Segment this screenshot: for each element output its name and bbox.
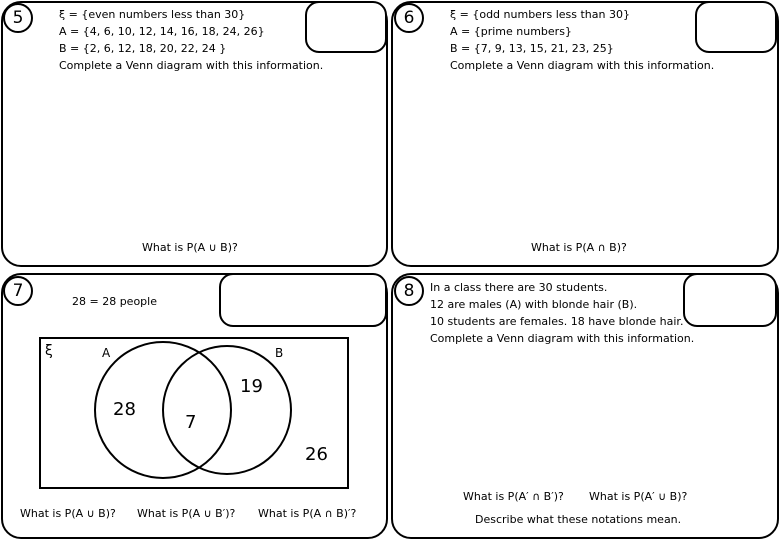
answer-box-6[interactable] xyxy=(695,1,777,53)
probability-question-2: What is P(A′ ∪ B)? xyxy=(589,490,688,503)
answer-box-7[interactable] xyxy=(219,273,387,327)
probability-question: What is P(A ∩ B)? xyxy=(531,241,627,254)
question-number-5: 5 xyxy=(3,3,33,33)
question-number-8: 8 xyxy=(394,276,424,306)
set-a-line: A = {4, 6, 10, 12, 14, 16, 18, 24, 26} xyxy=(59,25,265,38)
instruction-line: Complete a Venn diagram with this information. xyxy=(450,59,715,72)
context-line-3: 10 students are females. 18 have blonde hair. xyxy=(430,315,684,328)
context-line-2: 12 are males (A) with blonde hair (B). xyxy=(430,298,638,311)
set-a-line: A = {prime numbers} xyxy=(450,25,572,38)
describe-instruction: Describe what these notations mean. xyxy=(475,513,682,526)
answer-box-8[interactable] xyxy=(683,273,777,327)
region-only-a: 28 xyxy=(113,399,136,420)
instruction-line: Complete a Venn diagram with this information. xyxy=(59,59,324,72)
probability-question: What is P(A ∪ B)? xyxy=(142,241,238,254)
label-a: A xyxy=(102,346,111,360)
probability-question-1: What is P(A ∪ B)? xyxy=(20,507,116,520)
universal-set-line: ξ = {odd numbers less than 30} xyxy=(450,8,630,21)
question-number-6: 6 xyxy=(394,3,424,33)
set-b-line: B = {7, 9, 13, 15, 21, 23, 25} xyxy=(450,42,614,55)
question-number-7: 7 xyxy=(3,276,33,306)
region-only-b: 19 xyxy=(240,376,263,397)
region-outside: 26 xyxy=(305,444,328,465)
probability-question-1: What is P(A′ ∩ B′)? xyxy=(463,490,564,503)
universal-symbol: ξ xyxy=(45,343,53,359)
universal-set-line: ξ = {even numbers less than 30} xyxy=(59,8,246,21)
instruction-line: Complete a Venn diagram with this information. xyxy=(430,332,695,345)
set-b-line: B = {2, 6, 12, 18, 20, 22, 24 } xyxy=(59,42,227,55)
probability-question-3: What is P(A ∩ B)′? xyxy=(258,507,357,520)
region-intersection: 7 xyxy=(185,412,197,433)
context-line-1: In a class there are 30 students. xyxy=(430,281,608,294)
label-b: B xyxy=(275,346,284,360)
answer-box-5[interactable] xyxy=(305,1,387,53)
people-count: 28 = 28 people xyxy=(72,295,157,308)
probability-question-2: What is P(A ∪ B′)? xyxy=(137,507,236,520)
